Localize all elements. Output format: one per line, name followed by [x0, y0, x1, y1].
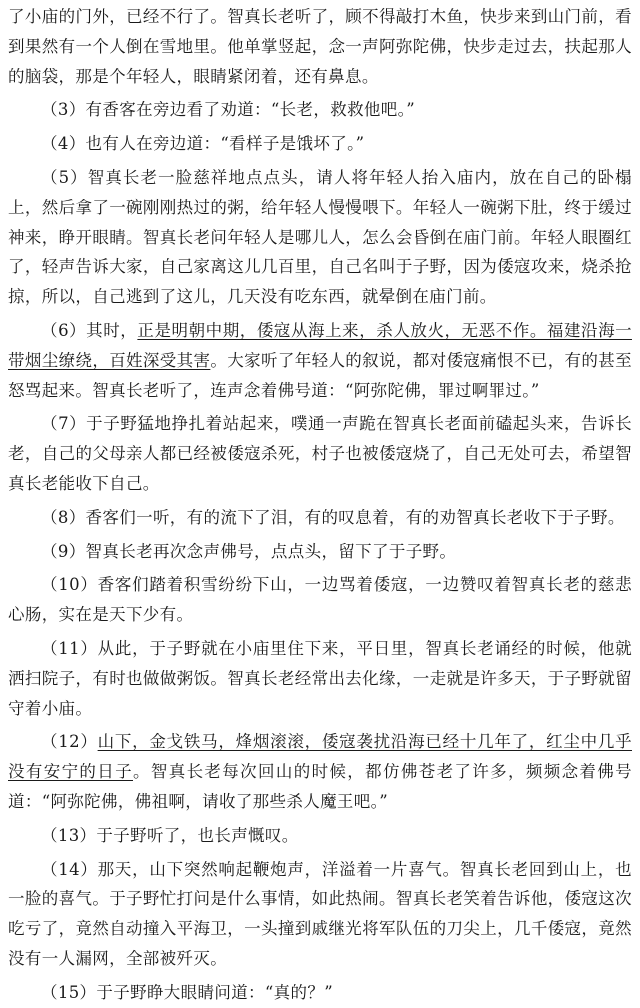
underlined-sentence: 山下，金戈铁马，烽烟滚滚，倭寇袭扰沿海已经十几年了，红尘中几乎没有安宁的日子: [8, 732, 632, 782]
paragraph-text: （11）从此，于子野就在小庙里住下来，平日里，智真长老诵经的时候，他就洒扫院子，有时也做做粥饭。智真长老经常出去化缘，一走就是许多天，于子野就留守着小庙。: [8, 638, 632, 718]
paragraph-text: （4）也有人在旁边道：“看样子是饿坏了。”: [41, 134, 365, 154]
paragraph-4: [8, 129, 632, 159]
paragraph-10: [8, 570, 632, 630]
paragraph-14: [8, 855, 632, 974]
paragraph-text: 了小庙的门外，已经不行了。智真长老听了，顾不得敲打木鱼，快步来到山门前，看到果然有一个人倒在雪地里。他单掌竖起，念一声阿弥陀佛，快步走过去，扶起那人的脑袋，那是个年轻人，眼睛紧闭着，还有鼻息。: [8, 7, 632, 86]
paragraph-7: [8, 409, 632, 498]
paragraph-13: [8, 821, 632, 851]
paragraph-text: （6）其时，: [41, 320, 138, 340]
paragraph-15: [8, 978, 632, 1008]
paragraph-11: [8, 634, 632, 723]
paragraph-12: [8, 727, 632, 816]
paragraph-6: [8, 316, 632, 405]
paragraph-text: （14）那天，山下突然响起鞭炮声，洋溢着一片喜气。智真长老回到山上，也一脸的喜气。于子野忙打问是什么事情，如此热闹。智真长老笑着告诉他，倭寇这次吃亏了，竟然自动撞入平海卫，一头撞到戚继光将军队伍的刀尖上，几千倭寇，竟然没有一人漏网，全部被歼灭。: [8, 859, 632, 968]
paragraph-text: 。智真长老每次回山的时候，都仿佛苍老了许多，频频念着佛号道：“阿弥陀佛，佛祖啊，请收了那些杀人魔王吧。”: [8, 762, 632, 811]
paragraph-8: [8, 503, 632, 533]
paragraph-text: （10）香客们踏着积雪纷纷下山，一边骂着倭寇，一边赞叹着智真长老的慈悲心肠，实在是天下少有。: [8, 575, 632, 625]
paragraph-text: （9）智真长老再次念声佛号，点点头，留下了于子野。: [41, 541, 457, 561]
paragraph-continued: [8, 2, 632, 91]
paragraph-text: （8）香客们一听，有的流下了泪，有的叹息着，有的劝智真长老收下于子野。: [41, 507, 625, 527]
paragraph-5: [8, 163, 632, 312]
paragraph-text: （12）: [41, 732, 98, 752]
underlined-sentence: 正是明朝中期，倭寇从海上来，杀人放火，无恶不作。福建沿海一带烟尘缭绕，百姓深受其害: [8, 320, 632, 370]
paragraph-text: （5）智真长老一脸慈祥地点点头，请人将年轻人抬入庙内，放在自己的卧榻上，然后拿了一碗刚刚热过的粥，给年轻人慢慢喂下。年轻人一碗粥下肚，终于缓过神来，睁开眼睛。智真长老问年轻人是哪儿人，怎么会昏倒在庙门前。年轻人眼圈红了，轻声告诉大家，自己家离这儿几百里，自己名叫于子野，因为倭寇攻来，烧杀抢掠，所以，自己逃到了这儿，几天没有吃东西，就晕倒在庙门前。: [8, 167, 632, 307]
paragraph-text: （7）于子野猛地挣扎着站起来，噗通一声跪在智真长老面前磕起头来，告诉长老，自己的父母亲人都已经被倭寇杀死，村子也被倭寇烧了，自己无处可去，希望智真长老能收下自己。: [8, 414, 632, 493]
paragraph-3: [8, 95, 632, 125]
paragraph-9: [8, 537, 632, 567]
paragraph-text: 。大家听了年轻人的叙说，都对倭寇痛恨不已，有的甚至怒骂起来。智真长老听了，连声念着佛号道：“阿弥陀佛，罪过啊罪过。”: [8, 350, 633, 400]
paragraph-text: （15）于子野睁大眼睛问道：“真的？”: [41, 982, 334, 1002]
paragraph-text: （13）于子野听了，也长声慨叹。: [41, 825, 299, 845]
paragraph-text: （3）有香客在旁边看了劝道：“长老，救救他吧。”: [41, 100, 416, 120]
